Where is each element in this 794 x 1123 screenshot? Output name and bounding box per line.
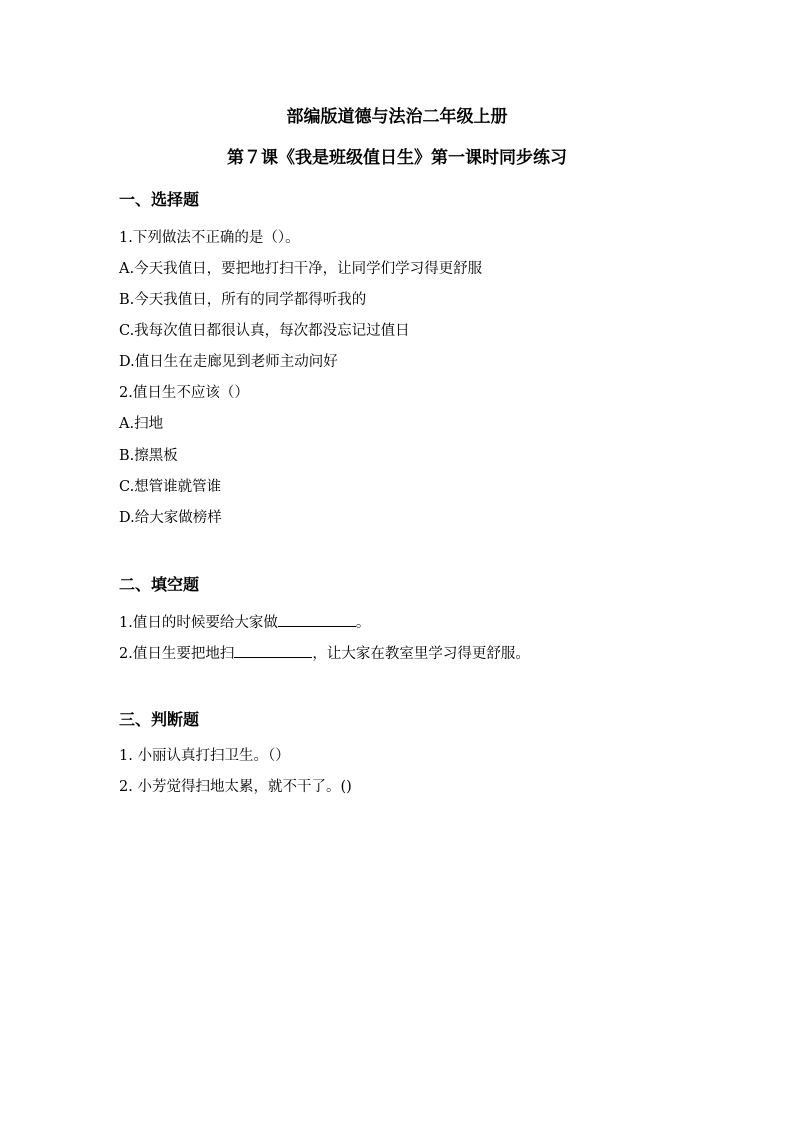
document-title: 部编版道德与法治二年级上册: [286, 107, 508, 127]
document-subtitle: 第７课《我是班级值日生》第一课时同步练习: [227, 148, 567, 168]
fill-q2: [119, 643, 530, 664]
choice-q1-stem: 1.下列做法不正确的是（）。: [119, 230, 300, 246]
choice-q2-option-c: C.想管谁就管谁: [119, 479, 222, 495]
fill-q2-blank[interactable]: [234, 643, 312, 658]
choice-q1-option-b: B.今天我值日，所有的同学都得听我的: [119, 292, 367, 308]
choice-q1-option-d: D.值日生在走廊见到老师主动问好: [119, 354, 338, 370]
section-heading-judge: 三、判断题: [119, 710, 200, 729]
choice-q2-option-b: B.擦黑板: [119, 448, 178, 464]
fill-q1-text-after: 。: [355, 615, 371, 631]
choice-q2-option-a: A.扫地: [119, 416, 164, 432]
fill-q2-text-before: 2.值日生要把地扫: [119, 646, 235, 662]
judge-q2: 2. 小芳觉得扫地太累，就不干了。(): [119, 779, 352, 795]
section-heading-choice: 一、选择题: [119, 190, 200, 209]
section-heading-fill: 二、填空题: [119, 575, 200, 594]
fill-q1: [119, 612, 370, 633]
choice-q2-stem: 2.值日生不应该（）: [119, 385, 249, 401]
choice-q1-option-a: A.今天我值日，要把地打扫干净，让同学们学习得更舒服: [119, 261, 483, 277]
fill-q1-text-before: 1.值日的时候要给大家做: [119, 615, 278, 631]
fill-q2-text-after: ，让大家在教室里学习得更舒服。: [312, 646, 530, 662]
choice-q1-option-c: C.我每次值日都很认真，每次都没忘记过值日: [119, 323, 410, 339]
fill-q1-blank[interactable]: [278, 612, 356, 627]
choice-q2-option-d: D.给大家做榜样: [119, 510, 222, 526]
judge-q1: 1. 小丽认真打扫卫生。（）: [119, 748, 290, 764]
